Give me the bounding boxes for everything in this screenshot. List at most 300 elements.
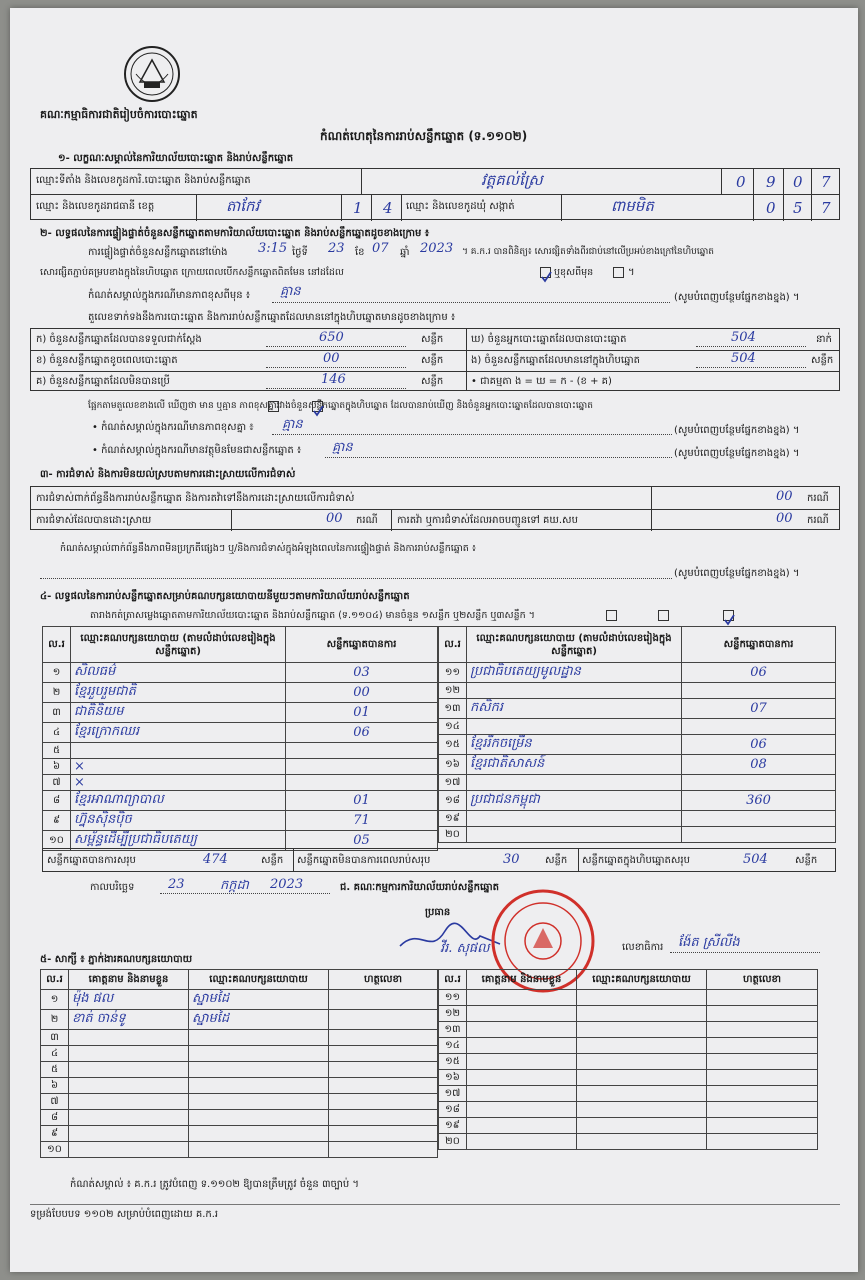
objection-row2-value: 00 [326,511,343,526]
party-name: ខ្មែររួបរួមជាតិ [71,683,286,703]
fill-hint-3: (សូមបំពេញបន្ថែមផ្នែកខាងខ្នង) ។ [674,448,800,459]
row-no: ១៦ [439,1070,467,1086]
row-no: ១០ [41,1142,69,1158]
row-no: ១៨ [439,1102,467,1118]
result-row [439,755,836,775]
witness-signature-cell [329,990,438,1010]
commune-label: ឈ្មោះ និងលេខកូដឃុំ សង្កាត់ [406,201,515,212]
result-row [43,743,438,759]
result-row [439,683,836,699]
witness-name [467,1102,577,1118]
witness-row [439,990,818,1006]
witness-name [467,1038,577,1054]
verify-day-label: ថ្ងៃទី [292,247,308,258]
party-name: ហ្វ៊ុនស៊ិនប៉ិច [71,811,286,831]
verify-year: 2023 [420,241,454,256]
vote-count [682,775,836,791]
witness-row [439,1054,818,1070]
row-no: ៧ [41,1094,69,1110]
witness-sign: ស្នាមដៃ [189,1010,329,1030]
witness-name [69,1126,189,1142]
vote-count: 71 [286,811,438,831]
row-no: ៥ [41,1062,69,1078]
witness-name [467,1054,577,1070]
irregularity-note: កំណត់សម្គាល់ពាក់ព័ន្ធនឹងភាពមិនប្រក្រតីផ្សេងៗ ឬ/និងការជំទាស់ក្នុងអំឡុងពេលនៃការផ្ទៀងផ្ទាត់ និងការរាប់សន្លឹកឆ្នោត ៖ [60,543,477,554]
verify-month: 07 [372,241,389,256]
objection-row1-value: 00 [776,489,793,504]
row-no: ១៥ [439,735,467,755]
witness-sign [189,1046,329,1062]
witness-row [41,1062,438,1078]
total-invalid-value: 30 [503,852,520,867]
commune-value: ពាមមិត [611,197,654,215]
col-party: ឈ្មោះគណបក្សនយោបាយ (តាមលំដាប់លេខរៀងក្នុងសន្លឹកឆ្នោត) [467,627,682,663]
row-no: ១៤ [439,1038,467,1054]
witness-signature-cell [707,1054,818,1070]
witness-signature-cell [329,1062,438,1078]
chief-name: វីរ. សុផល [440,941,490,956]
party-name [467,775,682,791]
objection-row3-unit: ករណី [807,515,829,526]
objection-row3-label: ការតវ៉ា ឬការជំទាស់ដែលអាចបញ្ជូនទៅ គឃ.សប [397,515,578,526]
commune-code-1: 0 [766,199,776,217]
result-row [439,663,836,683]
row-no: ១៦ [439,755,467,775]
witness-name [69,1062,189,1078]
location-code-2: 9 [766,173,776,191]
witness-name: ម៉ុង ផល [69,990,189,1010]
col-party: ឈ្មោះគណបក្សនយោបាយ (តាមលំដាប់លេខរៀងក្នុងសន្លឹកឆ្នោត) [71,627,286,663]
witness-row [439,1086,818,1102]
fig-ng-value: 504 [731,330,756,345]
witness-sign [189,1062,329,1078]
witness-name [69,1030,189,1046]
section2-title: ២- លទ្ធផលនៃការផ្ទៀងផ្ទាត់ចំនួនសន្លឹកឆ្នោតតាមការិយាល័យបោះឆ្នោត និងរាប់សន្លឹកឆ្នោតដូចខាងក្រោម ៖ [40,228,430,239]
row-no: ១ [41,990,69,1010]
vote-count [286,743,438,759]
witness-name [69,1142,189,1158]
fig-kh-unit: សន្លឹក [421,355,444,366]
total-box-label: សន្លឹកឆ្នោតក្នុងហិបឆ្នោតសរុប [582,855,690,866]
witness-name: ខាត់ ចាន់ទូ [69,1010,189,1030]
witness-party [577,990,707,1006]
commune-code-3: 7 [821,199,831,217]
province-value: តាកែវ [226,197,260,215]
bullet2-label: • កំណត់សម្គាល់ក្នុងករណីមានវត្ថុមិនមែនជាសន្លឹកឆ្នោត ៖ [92,445,302,456]
col-votes: សន្លឹកឆ្នោតបានការ [286,627,438,663]
location-value: វត្តគល់ស្រែ [481,171,543,189]
verify-line-2: សោរផ្សិតភ្ជាប់គម្របខាងក្នុងនៃហិបឆ្នោត ក្រោយពេលបើកសន្លឹកឆ្នោតពិតមែន នៅដដែល [40,267,344,278]
result-row [439,811,836,827]
secretary-label: លេខាធិការ [622,942,664,953]
fig-ko-label: គ) ចំនួនសន្លឹកឆ្នោតដែលមិនបានប្រើ [36,376,170,387]
vote-count [286,759,438,775]
party-name: × [71,775,286,791]
witness-name [69,1046,189,1062]
witness-signature-cell [707,1102,818,1118]
witness-name [69,1110,189,1126]
col-sign: ហត្ថលេខា [707,970,818,990]
row-no: ២ [41,1010,69,1030]
party-name: ប្រជាជនកម្ពុជា [467,791,682,811]
witness-row [41,1094,438,1110]
witness-name [467,1070,577,1086]
witness-name [467,1134,577,1150]
section1-table [30,168,840,220]
witness-party [577,1118,707,1134]
witness-row [439,1038,818,1054]
location-code-3: 0 [793,173,803,191]
result-row [439,735,836,755]
witness-signature-cell [329,1030,438,1046]
vote-count [286,775,438,791]
row-no: ៥ [43,743,71,759]
witness-signature-cell [329,1110,438,1126]
witness-name [467,1118,577,1134]
fill-hint-1: (សូមបំពេញបន្ថែមផ្នែកខាងខ្នង) ។ [674,292,800,303]
total-invalid-unit: សន្លឹក [545,855,568,866]
party-name: កសិករ [467,699,682,719]
row-no: ១១ [439,990,467,1006]
vote-count: 360 [682,791,836,811]
witness-signature-cell [329,1046,438,1062]
row-no: ២ [43,683,71,703]
checkbox-3sheet[interactable] [723,610,734,621]
row-no: ១៥ [439,1054,467,1070]
date-year: 2023 [270,877,304,892]
row-no: ៩ [43,811,71,831]
vote-count: 03 [286,663,438,683]
province-code-2: 4 [383,199,393,217]
result-row [439,827,836,843]
figures-table [30,328,840,391]
witness-signature-cell [707,1038,818,1054]
party-name [71,743,286,759]
objection-row1-label: ការជំទាស់ពាក់ព័ន្ធនឹងការរាប់សន្លឹកឆ្នោត និងការតវ៉ាទៅនឹងការដោះស្រាយលើការជំទាស់ [36,493,355,504]
witness-signature-cell [707,990,818,1006]
fill-hint-2: (សូមបំពេញបន្ថែមផ្នែកខាងខ្នង) ។ [674,425,800,436]
row-no: ៦ [41,1078,69,1094]
witness-sign [189,1110,329,1126]
figures-intro: តួលេខទាក់ទងនឹងការបោះឆ្នោត និងការរាប់សន្លឹកឆ្នោតដែលមាននៅក្នុងហិបឆ្នោតមានដូចខាងក្រោម ៖ [88,312,456,323]
change-note-value: គ្មាន [280,284,301,299]
vote-count: 06 [682,663,836,683]
fig-kh-value: 00 [323,351,340,366]
results-table-right [438,626,836,843]
form-footer: ទម្រង់បែបបទ ១១០២ សម្រាប់បំពេញដោយ គ.ក.រ [30,1209,219,1220]
party-name: × [71,759,286,775]
witness-signature-cell [707,1118,818,1134]
section5-title: ៥- សាក្សី ៖ ភ្នាក់ងារគណបក្សនយោបាយ [40,954,193,965]
vote-count: 06 [682,735,836,755]
objection-row3-value: 00 [776,511,793,526]
row-no: ៤ [41,1046,69,1062]
witness-party [577,1022,707,1038]
fig-k-unit: សន្លឹក [421,334,444,345]
row-no: ៣ [43,703,71,723]
vote-count: 07 [682,699,836,719]
row-no: ១ [43,663,71,683]
witness-row [41,1126,438,1142]
party-name [467,827,682,843]
witness-party [577,1102,707,1118]
result-row [439,699,836,719]
witness-sign [189,1094,329,1110]
fig-k-value: 650 [319,330,344,345]
row-no: ១២ [439,683,467,699]
result-row [439,791,836,811]
change-note-label: កំណត់សម្គាល់ក្នុងករណីមានភាពខុសពីមុន ៖ [88,290,251,301]
party-name: ខ្មែរក្រោកឈរ [71,723,286,743]
fig-formula: • ជាគម្មតា ង = ឃ = ក - (ខ + គ) [471,376,612,387]
result-row [43,663,438,683]
total-box-unit: សន្លឹក [795,855,818,866]
witness-row [41,1030,438,1046]
col-name: គោត្តនាម និងនាមខ្លួន [467,970,577,990]
footnote: កំណត់សម្គាល់ ៖ គ.ក.រ ត្រូវបំពេញ ទ.១១០២ ឱ្យបានត្រឹមត្រូវ ចំនួន ៣ច្បាប់ ។ [70,1179,359,1190]
checkbox-same[interactable] [540,267,551,278]
witness-party [577,1038,707,1054]
witness-row [41,1142,438,1158]
row-no: ៨ [41,1110,69,1126]
objections-table [30,486,840,530]
verify-month-label: ខែ [355,247,365,258]
vote-count: 01 [286,791,438,811]
result-row [439,719,836,735]
witness-row [439,1022,818,1038]
col-no: ល.រ [43,627,71,663]
location-code-4: 7 [821,173,831,191]
location-code-1: 0 [736,173,746,191]
witness-signature-cell [329,1078,438,1094]
party-name [467,683,682,699]
vote-count [682,827,836,843]
witness-sign [189,1078,329,1094]
province-code-1: 1 [353,199,363,217]
vote-count: 00 [286,683,438,703]
party-name: ខ្មែររីកចម្រើន [467,735,682,755]
fig-ch-label: ង) ចំនួនសន្លឹកឆ្នោតដែលមាននៅក្នុងហិបឆ្នោត [471,355,640,366]
vote-count: 06 [286,723,438,743]
witness-party [577,1006,707,1022]
col-no: ល.រ [439,970,467,990]
witness-signature-cell [707,1070,818,1086]
row-no: ១២ [439,1006,467,1022]
witness-signature-cell [329,1010,438,1030]
vote-count: 05 [286,831,438,851]
fill-hint-4: (សូមបំពេញបន្ថែមផ្នែកខាងខ្នង) ។ [674,568,800,579]
col-sign: ហត្ថលេខា [329,970,438,990]
discrepancy-line: ផ្អែកតាមតួលេខខាងលើ ឃើញថា មាន ឬគ្មាន ភាពខុសគ្នារវាងចំនួនសន្លឹកឆ្នោតក្នុងហិបឆ្នោត ដែលបានរាប់ឃើញ និងចំនួនអ្នកបោះឆ្នោតដែលបានបោះឆ្នោត [88,401,593,411]
verify-year-label: ឆ្នាំ [400,247,410,258]
row-no: ១៩ [439,1118,467,1134]
witness-name [467,1022,577,1038]
witness-name [467,1086,577,1102]
total-valid-label: សន្លឹកឆ្នោតបានការសរុប [47,855,136,866]
col-no: ល.រ [439,627,467,663]
checkbox-1sheet[interactable] [606,610,617,621]
row-no: ២០ [439,827,467,843]
total-invalid-label: សន្លឹកឆ្នោតមិនបានការពេលរាប់សរុប [297,855,431,866]
checkbox-changed[interactable] [613,267,624,278]
doc-title: កំណត់ហេតុនៃការរាប់សន្លឹកឆ្នោត (ទ.១១០២) [320,129,528,143]
witness-signature-cell [707,1006,818,1022]
total-valid-unit: សន្លឹក [261,855,284,866]
witness-signature-cell [329,1142,438,1158]
witness-table-right [438,969,818,1150]
objection-row2-label: ការជំទាស់ដែលបានដោះស្រាយ [36,515,152,526]
checkbox-none[interactable] [312,401,323,412]
result-row [43,759,438,775]
witness-name [467,1006,577,1022]
nec-emblem [122,44,182,104]
witness-table-left [40,969,438,1158]
witness-row [41,1110,438,1126]
checkbox-2sheet[interactable] [658,610,669,621]
col-party: ឈ្មោះគណបក្សនយោបាយ [189,970,329,990]
result-row [43,791,438,811]
chief-label: ប្រធាន [425,907,451,918]
witness-row [439,1006,818,1022]
witness-row [41,1078,438,1094]
witness-signature-cell [329,1126,438,1142]
fig-ko-value: 146 [321,372,346,387]
org-name: គណៈកម្មាធិការជាតិរៀបចំការបោះឆ្នោត [40,108,198,121]
row-no: ១៣ [439,1022,467,1038]
election-form-sheet: គណៈកម្មាធិការជាតិរៀបចំការបោះឆ្នោត កំណត់ហេតុនៃការរាប់សន្លឹកឆ្នោត (ទ.១១០២) ១- លក្ខណៈសម្គាល់នៃការិយាល័យបោះឆ្នោត និងរាប់សន្លឹកឆ្នោត ឈ្មោះទីតាំង និងលេខកូដការិ.បោះឆ្នោត និងរាប់សន្លឹកឆ្នោត វត្តគល់ស្រែ 0 9 0 7 ឈ្មោះ និងលេខកូដរាជធានី ខេត្ត តាកែវ 1 4 ឈ្មោះ និងលេខកូដឃុំ សង្កាត់ ពាមមិត 0 5 7 ២- លទ្ធផលនៃការផ្ទៀងផ្ទាត់ចំនួនសន្លឹកឆ្នោតតាមការិយាល័យបោះឆ្នោត និងរាប់សន្លឹកឆ្នោតដូចខាងក្រោម ៖ ការផ្ទៀងផ្ទាត់ចំនួនសន្លឹកឆ្នោតនៅម៉ោង 3:15 ថ្ងៃទី 23 ខែ 07 ឆ្នាំ 2023 ។ គ.ក.រ បានពិនិត្យ៖ សោរផ្សិតទាំងពីរជាប់នៅលើប្រអប់ខាងក្រៅនៃហិបឆ្នោត សោរផ្សិតភ្ជាប់គម្របខាងក្នុងនៃហិបឆ្នោត ក្រោយពេលបើកសន្លឹកឆ្នោតពិតមែន នៅដដែល ឬខុសពីមុន ។ កំណត់សម្គាល់ក្នុងករណីមានភាពខុសពីមុន ៖ គ្មាន (សូមបំពេញបន្ថែមផ្នែកខាងខ្នង) ។ តួលេខទាក់ទងនឹងការបោះឆ្នោត និងការរាប់សន្លឹកឆ្នោតដែលមាននៅក្នុងហិបឆ្នោតមានដូចខាងក្រោម ៖ ក) ចំនួនសន្លឹកឆ្នោតដែលបានទទួលជាក់ស្តែង 650 សន្លឹក ខ) ចំនួនសន្លឹកឆ្នោតខូចពេលបោះឆ្នោត 00 សន្លឹក គ) ចំនួនសន្លឹកឆ្នោតដែលមិនបានប្រើ 146 សន្លឹក ឃ) ចំនួនអ្នកបោះឆ្នោតដែលបានបោះឆ្នោត 504 នាក់ ង) ចំនួនសន្លឹកឆ្នោតដែលមាននៅក្នុងហិបឆ្នោត 504 សន្លឹក • ជាគម្មតា ង = ឃ = ក - (ខ + គ) ផ្អែកតាមតួលេខខាងលើ ឃើញថា មាន ឬគ្មាន ភាពខុសគ្នារវាងចំនួនសន្លឹកឆ្នោតក្នុងហិបឆ្នោត ដែលបានរាប់ឃើញ និងចំនួនអ្នកបោះឆ្នោតដែលបានបោះឆ្នោត • កំណត់សម្គាល់ក្នុងករណីមានភាពខុសគ្នា ៖ គ្មាន (សូមបំពេញបន្ថែមផ្នែកខាងខ្នង) ។ • កំណត់សម្គាល់ក្នុងករណីមានវត្ថុមិនមែនជាសន្លឹកឆ្នោត ៖ គ្មាន (សូមបំពេញបន្ថែមផ្នែកខាងខ្នង) ។ ៣- ការជំទាស់ និងការមិនយល់ស្របតាមការដោះស្រាយលើការជំទាស់ ការជំទាស់ពាក់ព័ន្ធនឹងការរាប់សន្លឹកឆ្នោត និងការតវ៉ាទៅនឹងការដោះស្រាយលើការជំទាស់ 00 ករណី ការជំទាស់ដែលបានដោះស្រាយ 00 ករណី ការតវ៉ា ឬការជំទាស់ដែលអាចបញ្ជូនទៅ គឃ.សប 00 ករណី កំណត់សម្គាល់ពាក់ព័ន្ធនឹងភាពមិនប្រក្រតីផ្សេងៗ ឬ/និងការជំទាស់ក្នុងអំឡុងពេលនៃការផ្ទៀងផ្ទាត់ និងការរាប់សន្លឹកឆ្នោត ៖ (សូមបំពេញបន្ថែមផ្នែកខាងខ្នង) ។ ៤- លទ្ធផលនៃការរាប់សន្លឹកឆ្នោតសម្រាប់គណបក្សនយោបាយនីមួយៗតាមការិយាល័យរាប់សន្លឹកឆ្នោត តារាងកត់ត្រាសម្លេងឆ្នោតតាមការិយាល័យបោះឆ្នោត និងរាប់សន្លឹកឆ្នោត (ទ.១១០៤) មានចំនួន ១សន្លឹក ឬ២សន្លឹក ឬ៣សន្លឹក ។ ល.រ ឈ្មោះគណបក្សនយោបាយ (តាមលំដាប់លេខរៀងក្នុងសន្លឹកឆ្នោត) សន្លឹកឆ្នោតបានការ ១ សិលធម៌ 03 ២ ខ្មែររួបរួមជាតិ 00 ៣ ជាតិនិយម 01 ៤ ខ្មែរក្រោកឈរ 06 ៥ ៦ × ៧ × ៨ ខ្មែរអាណាព្យាបាល 01 ៩ ហ្វ៊ុនស៊ិនប៉ិច 71 ១០ សម្ព័ន្ធដើម្បីប្រជាធិបតេយ្យ 05 ល.រ ឈ្មោះគណបក្សនយោបាយ (តាមលំដាប់លេខរៀងក្នុងសន្លឹកឆ្នោត) សន្លឹកឆ្នោតបានការ ១១ ប្រជាធិបតេយ្យមូលដ្ឋាន 06 ១២ ១៣ កសិករ 07 ១៤ ១៥ ខ្មែររីកចម្រើន 06 ១៦ ខ្មែរជាតិសាសន៍ 08 ១៧ ១៨ ប្រជាជនកម្ពុជា 360 ១៩ ២០ សន្លឹកឆ្នោតបានការសរុប 474 សន្លឹក សន្លឹកឆ្នោតមិនបានការពេលរាប់សរុប 30 សន្លឹក សន្លឹកឆ្នោតក្នុងហិបឆ្នោតសរុប 504 សន្លឹក កាលបរិច្ឆេទ 23 កក្កដា 2023 ជ. គណៈកម្មការការិយាល័យរាប់សន្លឹកឆ្នោត ប្រធាន វីរ. សុផល លេខាធិការ ង៉ែត ស្រីលីង ៥- សាក្សី ៖ ភ្នាក់ងារគណបក្សនយោបាយ ល.រ គោត្តនាម និងនាមខ្លួន ឈ្មោះគណបក្សនយោបាយ ហត្ថលេខា ១ ម៉ុង ផល ស្នាមដៃ ២ ខាត់ ចាន់ទូ ស្នាមដៃ ៣ ៤ ៥ ៦ ៧ ៨ ៩ ១០ ល.រ គោត្តនាម និងនាមខ្លួន ឈ្មោះគណបក្សនយោបាយ ហត្ថលេខា ១១ ១២ ១៣ ១៤ ១៥ ១៦ ១៧ ១៨ ១៩ ២០ កំណត់សម្គាល់ ៖ គ.ក.រ ត្រូវបំពេញ ទ.១១០២ ឱ្យបានត្រឹមត្រូវ ចំនួន ៣ច្បាប់ ។ ទម្រង់បែបបទ ១១០២ សម្រាប់បំពេញដោយ គ.ក.រ [10,8,858,1272]
witness-party [577,1054,707,1070]
row-no: ៧ [43,775,71,791]
witness-signature-cell [707,1134,818,1150]
witness-row [439,1070,818,1086]
verify-time: 3:15 [258,241,288,256]
row-no: ៦ [43,759,71,775]
fig-ko-unit: សន្លឹក [421,376,444,387]
verify-line-a: ការផ្ទៀងផ្ទាត់ចំនួនសន្លឹកឆ្នោតនៅម៉ោង [88,247,228,258]
witness-signature-cell [707,1086,818,1102]
vote-count: 08 [682,755,836,775]
party-name: សិលធម៌ [71,663,286,683]
total-box-value: 504 [743,852,768,867]
committee-sign-label: ជ. គណៈកម្មការការិយាល័យរាប់សន្លឹកឆ្នោត [340,882,500,893]
fig-ch-value: 504 [731,351,756,366]
witness-sign [189,1126,329,1142]
witness-name [467,990,577,1006]
witness-name [69,1078,189,1094]
section4-sub: តារាងកត់ត្រាសម្លេងឆ្នោតតាមការិយាល័យបោះឆ្នោត និងរាប់សន្លឹកឆ្នោត (ទ.១១០៤) មានចំនួន ១សន្លឹក ឬ២សន្លឹក ឬ៣សន្លឹក ។ [90,610,535,621]
party-name: សម្ព័ន្ធដើម្បីប្រជាធិបតេយ្យ [71,831,286,851]
witness-party [577,1070,707,1086]
total-valid-value: 474 [203,852,228,867]
col-name: គោត្តនាម និងនាមខ្លួន [69,970,189,990]
fig-kh-label: ខ) ចំនួនសន្លឹកឆ្នោតខូចពេលបោះឆ្នោត [36,355,178,366]
witness-sign: ស្នាមដៃ [189,990,329,1010]
witness-sign [189,1142,329,1158]
checkbox-has[interactable] [268,401,279,412]
row-no: ៨ [43,791,71,811]
vote-count: 01 [286,703,438,723]
verify-day: 23 [328,241,345,256]
fig-ng-label: ឃ) ចំនួនអ្នកបោះឆ្នោតដែលបានបោះឆ្នោត [471,334,627,345]
witness-row [41,990,438,1010]
bullet2-value: គ្មាន [332,440,353,455]
row-no: ១៣ [439,699,467,719]
party-name: ខ្មែរជាតិសាសន៍ [467,755,682,775]
witness-row [41,1046,438,1062]
party-name: ជាតិនិយម [71,703,286,723]
row-no: ១៨ [439,791,467,811]
row-no: ១០ [43,831,71,851]
vote-count [682,811,836,827]
col-votes: សន្លឹកឆ្នោតបានការ [682,627,836,663]
result-row [43,723,438,743]
row-no: ១៧ [439,1086,467,1102]
party-name [467,811,682,827]
section3-title: ៣- ការជំទាស់ និងការមិនយល់ស្របតាមការដោះស្រាយលើការជំទាស់ [40,469,296,480]
date-label: កាលបរិច្ឆេទ [90,882,135,893]
row-no: ៤ [43,723,71,743]
date-month: កក្កដា [220,878,249,893]
result-row [43,775,438,791]
row-no: ១៩ [439,811,467,827]
bullet1-label: • កំណត់សម្គាល់ក្នុងករណីមានភាពខុសគ្នា ៖ [92,422,254,433]
objection-row1-unit: ករណី [807,493,829,504]
row-no: ១១ [439,663,467,683]
witness-party [577,1086,707,1102]
bullet1-value: គ្មាន [282,417,303,432]
witness-signature-cell [707,1022,818,1038]
fig-k-label: ក) ចំនួនសន្លឹកឆ្នោតដែលបានទទួលជាក់ស្តែង [36,334,202,345]
location-label: ឈ្មោះទីតាំង និងលេខកូដការិ.បោះឆ្នោត និងរាប់សន្លឹកឆ្នោត [36,175,251,186]
result-row [439,775,836,791]
results-table-left [42,626,438,851]
witness-name [69,1094,189,1110]
party-name: ខ្មែរអាណាព្យាបាល [71,791,286,811]
totals-row [42,848,836,872]
row-no: ១៤ [439,719,467,735]
witness-row [41,1010,438,1030]
province-label: ឈ្មោះ និងលេខកូដរាជធានី ខេត្ត [36,201,155,212]
section1-title: ១- លក្ខណៈសម្គាល់នៃការិយាល័យបោះឆ្នោត និងរាប់សន្លឹកឆ្នោត [58,153,294,164]
witness-row [439,1118,818,1134]
date-day: 23 [168,877,185,892]
commune-code-2: 5 [793,199,803,217]
witness-signature-cell [329,1094,438,1110]
vote-count [682,719,836,735]
col-party: ឈ្មោះគណបក្សនយោបាយ [577,970,707,990]
result-row [43,811,438,831]
row-no: ២០ [439,1134,467,1150]
row-no: ៩ [41,1126,69,1142]
label-changed: ឬខុសពីមុន [554,267,594,278]
row-no: ១៧ [439,775,467,791]
witness-row [439,1134,818,1150]
result-row [43,703,438,723]
witness-sign [189,1030,329,1046]
row-no: ៣ [41,1030,69,1046]
witness-row [439,1102,818,1118]
col-no: ល.រ [41,970,69,990]
party-name: ប្រជាធិបតេយ្យមូលដ្ឋាន [467,663,682,683]
witness-party [577,1134,707,1150]
party-name [467,719,682,735]
verify-line-e: ។ គ.ក.រ បានពិនិត្យ៖ សោរផ្សិតទាំងពីរជាប់នៅលើប្រអប់ខាងក្រៅនៃហិបឆ្នោត [462,247,715,257]
section4-title: ៤- លទ្ធផលនៃការរាប់សន្លឹកឆ្នោតសម្រាប់គណបក្សនយោបាយនីមួយៗតាមការិយាល័យរាប់សន្លឹកឆ្នោត [40,591,410,602]
secretary-name: ង៉ែត ស្រីលីង [678,935,740,950]
vote-count [682,683,836,699]
fig-ch-unit: សន្លឹក [811,355,834,366]
objection-row2-unit: ករណី [356,515,378,526]
